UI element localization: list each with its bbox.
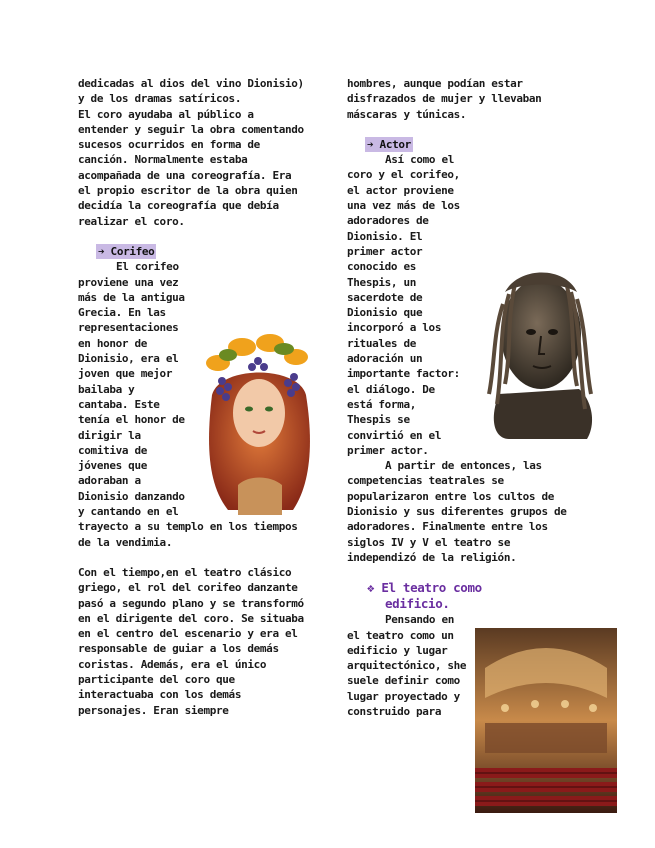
paragraph-evolucion: Con el tiempo,en el teatro clásico griego, el rol del corifeo danzante pasó a segundo plano y se transformó en el dirigente del coro. Se situaba en el centro del escenario y era el responsable de guiar a los demás coristas. Además, era el único participante del coro que interactuaba con los demás personajes. Eran siempre (78, 565, 304, 717)
heading-actor: ➔ Actor (367, 137, 411, 151)
paragraph-coro: El coro ayudaba al público a entender y seguir la obra comentando sucesos ocurridos en forma de canción. Normalmente estaba acompañada de una coreografía. Era el propio escritor de la obra quien decidía la coreografía que debía realizar el coro. (78, 107, 304, 228)
bust-image (469, 244, 607, 439)
paragraph-edificio-text: Pensando en el teatro como un edificio y lugar arquitectónico, she suele definir como lugar proyectado y construido para (347, 613, 467, 718)
section-title-line-2: edificio. (385, 596, 450, 612)
paragraph-actor (347, 152, 579, 565)
dancer-illustration (198, 325, 320, 515)
bronze-bust-illustration (469, 244, 607, 439)
paragraph-corifeo (78, 259, 310, 550)
diamond-bullet-icon: ❖ (367, 580, 375, 596)
dancer-image (198, 325, 320, 515)
section-title-teatro-edificio (367, 580, 579, 612)
theater-image (475, 628, 617, 813)
paragraph-hombres: hombres, aunque podían estar disfrazados de mujer y llevaban máscaras y túnicas. (347, 77, 542, 121)
left-column (78, 76, 310, 718)
section-title-line-1: El teatro como (381, 580, 482, 596)
heading-corifeo: ➔ Corifeo (98, 244, 155, 258)
paragraph-edificio (347, 612, 579, 719)
paragraph-actor-text: Así como el coro y el corifeo, el actor proviene una vez más de los adoradores de Dionisio. El primer actor conocido es Thespis, un sacerdote de Dionisio que incorporó a los rituales de adoración un importante factor: el diálogo. De está forma, Thespis se convirtió en el primer actor. (347, 153, 460, 457)
paragraph-corifeo-text: El corifeo proviene una vez más de la antigua Grecia. En las representaciones en honor de Dionisio, era el joven que mejor bailaba y cantaba. Este tenía el honor de dirigir la comitiva de jóvenes que adoraban a Dionisio danzando y cantando en el trayecto a su templo en los tiempos de la vendimia. (78, 260, 298, 549)
right-column (347, 76, 579, 813)
paragraph-actor-text-2: A partir de entonces, las competencias teatrales se popularizaron entre los cultos de Dionisio y sus diferentes grupos de adoradores. Finalmente entre los siglos IV y V el teatro se independizó de la religión. (347, 459, 567, 564)
theater-interior-illustration (475, 628, 617, 813)
paragraph-dramas: dedicadas al dios del vino Dionisio) y de los dramas satíricos. (78, 77, 304, 106)
